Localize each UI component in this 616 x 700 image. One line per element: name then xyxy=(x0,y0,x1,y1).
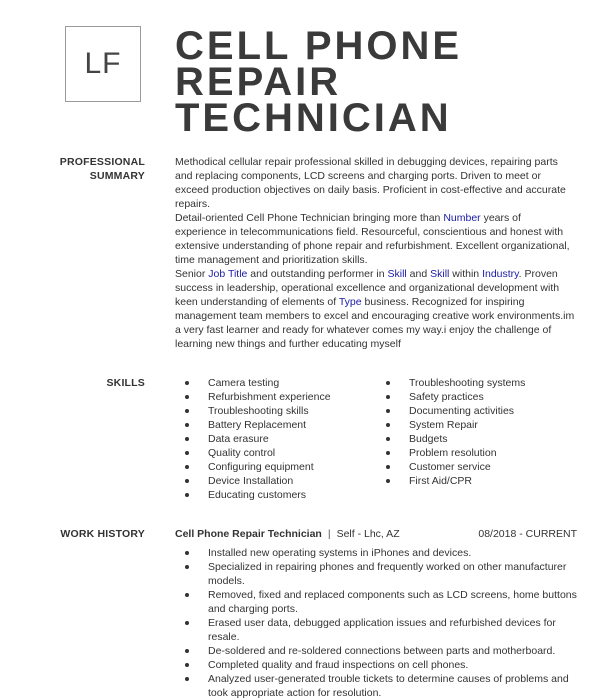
skill-item: Configuring equipment xyxy=(185,460,331,474)
duty-item: Completed quality and fraud inspections on cell phones. xyxy=(185,658,577,672)
skill-item: Device Installation xyxy=(185,474,331,488)
professional-summary-text xyxy=(175,155,575,351)
placeholder-number: Number xyxy=(443,212,481,224)
skills-heading: SKILLS xyxy=(106,377,145,389)
summary-p3-text-f: business. Recognized for inspiring management team members to excel and encouraging creative work environments.im a very fast learner and ready for whatever comes my way.i enjoy the challenge of learning new things and further educating myself xyxy=(175,296,575,350)
skill-item: System Repair xyxy=(386,418,525,432)
placeholder-skill-1: Skill xyxy=(387,268,407,280)
placeholder-type: Type xyxy=(338,296,362,308)
skill-item: Camera testing xyxy=(185,376,331,390)
summary-paragraph-1: Methodical cellular repair professional skilled in debugging devices, repairing parts and replacing components, LCD screens and charging ports. Driven to meet or exceed production objectives on daily basis. Proficient in cost-effective and accurate repairs. xyxy=(175,156,566,210)
job-header xyxy=(175,527,577,541)
initials-monogram xyxy=(65,26,141,102)
initials-text: LF xyxy=(84,47,122,80)
summary-p3-text-d: within xyxy=(449,268,483,280)
duty-item: Specialized in repairing phones and frequently worked on other manufacturer models. xyxy=(185,560,577,588)
skill-item: Educating customers xyxy=(185,488,331,502)
skill-item: Documenting activities xyxy=(386,404,525,418)
duty-item: Removed, fixed and replaced components such as LCD screens, home buttons and charging ports. xyxy=(185,588,577,616)
professional-summary-heading xyxy=(0,155,145,183)
duty-item: Installed new operating systems in iPhones and devices. xyxy=(185,546,577,560)
summary-p3-text-a: Senior xyxy=(175,268,209,280)
skill-item: Troubleshooting systems xyxy=(386,376,525,390)
skills-list-right xyxy=(386,376,525,488)
skill-item: First Aid/CPR xyxy=(386,474,525,488)
resume-title xyxy=(175,24,595,140)
title-line-3: TECHNICIAN xyxy=(175,96,452,140)
skill-item: Problem resolution xyxy=(386,446,525,460)
skills-list-left xyxy=(185,376,331,502)
skill-item: Refurbishment experience xyxy=(185,390,331,404)
job-title: Cell Phone Repair Technician xyxy=(175,528,322,540)
placeholder-skill-2: Skill xyxy=(430,268,450,280)
summary-p3-text-b: and outstanding performer in xyxy=(247,268,388,280)
summary-heading-line-2: SUMMARY xyxy=(89,170,145,182)
summary-p2-text-a: Detail-oriented Cell Phone Technician bringing more than xyxy=(175,212,444,224)
summary-p3-text-e: . Proven success in leadership, operational excellence and organizational development with keen understanding of elements of xyxy=(175,268,560,308)
summary-heading-line-1: PROFESSIONAL xyxy=(59,156,145,168)
duty-item: De-soldered and re-soldered connections between parts and motherboard. xyxy=(185,644,577,658)
job-dates: 08/2018 - CURRENT xyxy=(478,528,577,540)
skill-item: Battery Replacement xyxy=(185,418,331,432)
skill-item: Budgets xyxy=(386,432,525,446)
title-line-1: CELL PHONE xyxy=(175,24,463,68)
skill-item: Safety practices xyxy=(386,390,525,404)
summary-p2-text-b: years of experience in telecommunications field. Resourceful, conscientious and honest with extensive understanding of phone repair and refurbishment. Excellent organizational, time management and prioritization skills. xyxy=(175,212,570,266)
duty-item: Erased user data, debugged application issues and refurbished devices for resale. xyxy=(185,616,577,644)
skill-item: Troubleshooting skills xyxy=(185,404,331,418)
title-line-2: REPAIR xyxy=(175,60,342,104)
job-duties-list xyxy=(185,546,577,700)
job-employer: Self - Lhc, AZ xyxy=(336,528,400,540)
summary-p3-text-c: and xyxy=(406,268,431,280)
job-separator: | xyxy=(327,528,331,540)
summary-paragraph-3 xyxy=(175,267,575,351)
summary-paragraph-2 xyxy=(175,211,575,267)
skill-item: Data erasure xyxy=(185,432,331,446)
work-history-heading: WORK HISTORY xyxy=(60,528,145,540)
skill-item: Quality control xyxy=(185,446,331,460)
skill-item: Customer service xyxy=(386,460,525,474)
placeholder-job-title: Job Title xyxy=(208,268,248,280)
duty-item: Analyzed user-generated trouble tickets to determine causes of problems and took appropriate action for resolution. xyxy=(185,672,577,700)
placeholder-industry: Industry xyxy=(482,268,519,280)
